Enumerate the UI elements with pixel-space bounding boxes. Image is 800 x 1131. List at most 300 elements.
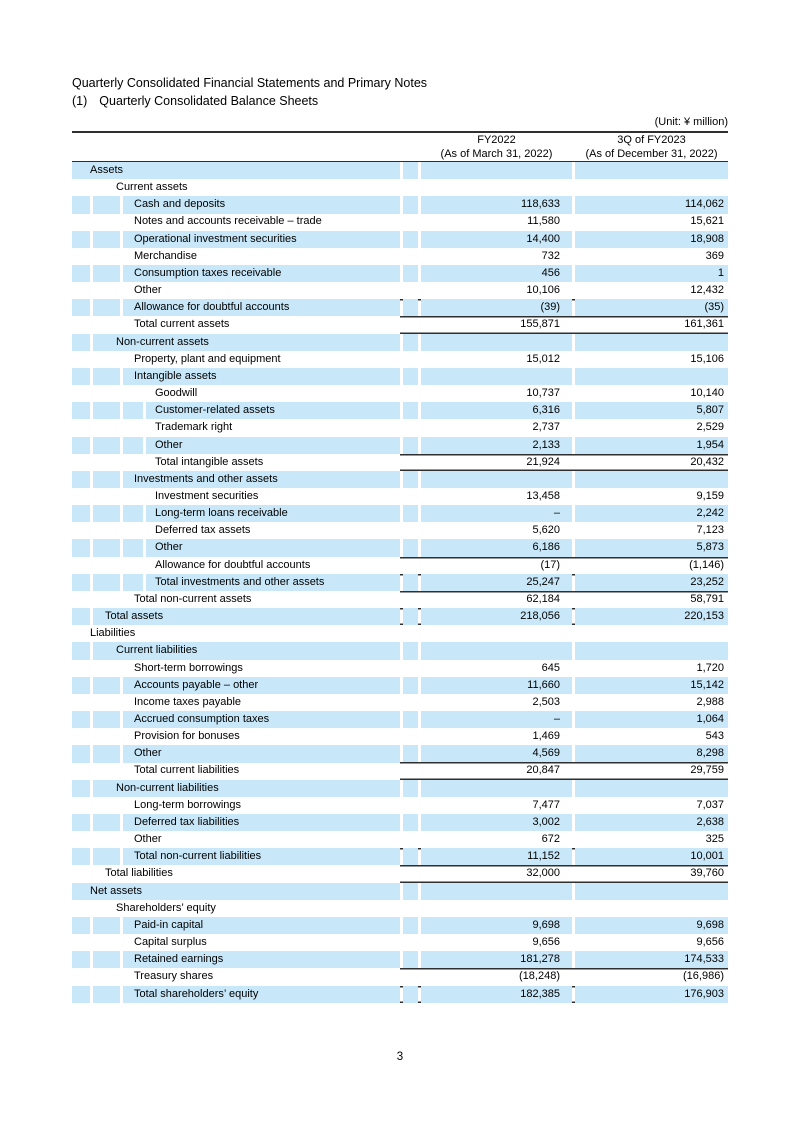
- indent-divider: [120, 454, 123, 471]
- indent-divider: [120, 711, 123, 728]
- row-label: Total non-current liabilities: [134, 850, 262, 863]
- value-3q-fy2023: 2,638: [575, 814, 728, 831]
- row-label: Total current assets: [134, 318, 230, 331]
- indent-divider: [90, 608, 93, 625]
- row-label-cell: [72, 522, 400, 539]
- value-fy2022: 3,002: [421, 814, 572, 831]
- table-row: [72, 368, 728, 385]
- row-values: [400, 282, 728, 299]
- indent-divider: [120, 419, 123, 436]
- spacer-cell: [403, 162, 418, 179]
- indent-divider: [120, 968, 123, 985]
- spacer-cell: [403, 316, 418, 333]
- value-fy2022: 10,106: [526, 284, 560, 297]
- indent-divider: [120, 848, 123, 865]
- row-values: [400, 883, 728, 900]
- table-row: [72, 539, 728, 556]
- value-3q-fy2023: 12,432: [690, 284, 724, 297]
- spacer-cell: [403, 986, 418, 1003]
- indent-divider: [90, 934, 93, 951]
- table-row: [72, 917, 728, 934]
- value-3q-fy2023: [575, 471, 728, 488]
- spacer-cell: [403, 402, 418, 419]
- table-row: [72, 248, 728, 265]
- table-row: [72, 213, 728, 230]
- table-row: [72, 865, 728, 882]
- spacer-cell: [403, 368, 418, 385]
- value-3q-fy2023: 1: [575, 265, 728, 282]
- row-label: Intangible assets: [134, 369, 217, 382]
- spacer-cell: [403, 248, 418, 265]
- row-label-cell: [72, 265, 400, 282]
- table-row: [72, 848, 728, 865]
- indent-divider: [90, 419, 93, 436]
- value-3q-fy2023: 18,908: [575, 231, 728, 248]
- row-values: [400, 316, 728, 333]
- row-label-cell: [72, 334, 400, 351]
- row-values: [400, 488, 728, 505]
- value-fy2022: 9,656: [532, 936, 560, 949]
- spacer-cell: [403, 677, 418, 694]
- spacer-cell: [403, 282, 418, 299]
- row-label: Current assets: [116, 181, 188, 194]
- spacer-cell: [403, 831, 418, 848]
- table-row: [72, 762, 728, 779]
- table-row: [72, 780, 728, 797]
- spacer-cell: [403, 865, 418, 882]
- row-values: [400, 265, 728, 282]
- value-3q-fy2023: 161,361: [684, 318, 724, 331]
- indent-divider: [90, 814, 93, 831]
- row-values: [400, 522, 728, 539]
- indent-divider: [120, 265, 123, 282]
- indent-divider: [90, 917, 93, 934]
- indent-divider: [120, 745, 123, 762]
- indent-divider: [90, 745, 93, 762]
- indent-divider: [120, 488, 123, 505]
- spacer-cell: [403, 437, 418, 454]
- row-values: [400, 471, 728, 488]
- row-values: [400, 865, 728, 882]
- value-3q-fy2023: [575, 900, 728, 917]
- indent-divider: [120, 797, 123, 814]
- row-label: Paid-in capital: [134, 918, 204, 931]
- table-row: [72, 351, 728, 368]
- row-values: [400, 385, 728, 402]
- row-label: Other: [155, 438, 183, 451]
- row-label: Provision for bonuses: [134, 730, 240, 743]
- row-values: [400, 986, 728, 1003]
- indent-divider: [90, 402, 93, 419]
- row-values: [400, 454, 728, 471]
- row-label: Non-current assets: [116, 335, 209, 348]
- table-row: [72, 299, 728, 316]
- row-label-cell: [72, 591, 400, 608]
- row-label-cell: [72, 865, 400, 882]
- row-label-cell: [72, 986, 400, 1003]
- table-row: [72, 488, 728, 505]
- value-3q-fy2023: 15,142: [575, 677, 728, 694]
- value-3q-fy2023: 10,001: [575, 848, 728, 865]
- spacer-cell: [403, 797, 418, 814]
- indent-divider: [120, 934, 123, 951]
- row-label-cell: [72, 282, 400, 299]
- value-3q-fy2023: (16,986): [683, 970, 724, 983]
- value-3q-fy2023: 2,242: [575, 505, 728, 522]
- row-values: [400, 213, 728, 230]
- indent-divider: [143, 539, 146, 556]
- table-row: [72, 419, 728, 436]
- spacer-cell: [403, 231, 418, 248]
- table-row: [72, 951, 728, 968]
- indent-divider: [143, 419, 146, 436]
- value-fy2022: 5,620: [532, 524, 560, 537]
- row-label-cell: [72, 900, 400, 917]
- spacer-cell: [403, 574, 418, 591]
- indent-divider: [90, 368, 93, 385]
- row-label: Allowance for doubtful accounts: [134, 301, 290, 314]
- table-row: [72, 282, 728, 299]
- row-label: Treasury shares: [134, 970, 214, 983]
- indent-divider: [90, 986, 93, 1003]
- table-row: [72, 728, 728, 745]
- value-fy2022: 10,737: [526, 387, 560, 400]
- indent-divider: [120, 213, 123, 230]
- row-label-cell: [72, 797, 400, 814]
- value-3q-fy2023: [575, 625, 728, 642]
- row-label: Long-term borrowings: [134, 798, 241, 811]
- column-sublabel: (As of March 31, 2022): [440, 147, 553, 160]
- indent-divider: [90, 437, 93, 454]
- row-label: Current liabilities: [116, 644, 198, 657]
- indent-divider: [90, 848, 93, 865]
- value-3q-fy2023: [575, 642, 728, 659]
- table-row: [72, 505, 728, 522]
- row-values: [400, 780, 728, 797]
- table-header-row: [72, 133, 728, 162]
- value-fy2022: 645: [541, 661, 560, 674]
- indent-divider: [143, 385, 146, 402]
- indent-divider: [90, 591, 93, 608]
- column-label: FY2022: [477, 134, 516, 146]
- value-fy2022: 11,660: [421, 677, 572, 694]
- value-3q-fy2023: 20,432: [690, 455, 724, 468]
- table-row: [72, 608, 728, 625]
- table-row: [72, 831, 728, 848]
- indent-divider: [120, 522, 123, 539]
- indent-divider: [120, 677, 123, 694]
- indent-divider: [120, 368, 123, 385]
- row-values: [400, 968, 728, 985]
- spacer-cell: [403, 179, 418, 196]
- indent-divider: [120, 351, 123, 368]
- table-row: [72, 402, 728, 419]
- indent-divider: [143, 454, 146, 471]
- value-3q-fy2023: 1,720: [696, 661, 724, 674]
- row-label: Total shareholders’ equity: [134, 987, 259, 1000]
- value-fy2022: [421, 334, 572, 351]
- indent-divider: [120, 762, 123, 779]
- table-row: [72, 265, 728, 282]
- row-label-cell: [72, 728, 400, 745]
- value-fy2022: 218,056: [421, 608, 572, 625]
- indent-divider: [120, 557, 123, 574]
- row-label-cell: [72, 677, 400, 694]
- value-3q-fy2023: [575, 162, 728, 179]
- indent-divider: [90, 316, 93, 333]
- table-row: [72, 934, 728, 951]
- table-row: [72, 642, 728, 659]
- indent-divider: [120, 917, 123, 934]
- value-fy2022: (18,248): [519, 970, 560, 983]
- page-number: 3: [396, 1051, 404, 1063]
- table-row: [72, 454, 728, 471]
- row-values: [400, 951, 728, 968]
- indent-divider: [90, 711, 93, 728]
- indent-divider: [143, 522, 146, 539]
- value-fy2022: 11,152: [421, 848, 572, 865]
- value-3q-fy2023: 5,873: [575, 539, 728, 556]
- row-label: Total intangible assets: [155, 455, 264, 468]
- row-label-cell: [72, 454, 400, 471]
- value-3q-fy2023: [575, 368, 728, 385]
- row-label: Trademark right: [155, 421, 233, 434]
- row-label-cell: [72, 505, 400, 522]
- indent-divider: [120, 282, 123, 299]
- value-fy2022: [421, 625, 572, 642]
- spacer-cell: [403, 745, 418, 762]
- spacer-cell: [403, 488, 418, 505]
- spacer-cell: [403, 471, 418, 488]
- row-label-cell: [72, 660, 400, 677]
- row-label: Accounts payable – other: [134, 678, 259, 691]
- row-values: [400, 437, 728, 454]
- row-label-cell: [72, 402, 400, 419]
- value-fy2022: 2,503: [532, 695, 560, 708]
- indent-divider: [120, 196, 123, 213]
- row-label-cell: [72, 213, 400, 230]
- value-3q-fy2023: 8,298: [575, 745, 728, 762]
- row-label-cell: [72, 316, 400, 333]
- row-values: [400, 728, 728, 745]
- value-3q-fy2023: [575, 883, 728, 900]
- value-3q-fy2023: 9,698: [575, 917, 728, 934]
- value-3q-fy2023: 543: [705, 730, 724, 743]
- value-fy2022: –: [421, 711, 572, 728]
- row-label-cell: [72, 883, 400, 900]
- indent-divider: [120, 694, 123, 711]
- row-label: Investment securities: [155, 489, 259, 502]
- row-label: Merchandise: [134, 249, 197, 262]
- indent-divider: [90, 951, 93, 968]
- spacer-cell: [403, 419, 418, 436]
- row-label: Other: [134, 284, 162, 297]
- indent-divider: [120, 951, 123, 968]
- indent-divider: [90, 797, 93, 814]
- indent-divider: [90, 522, 93, 539]
- row-label: Long-term loans receivable: [155, 507, 288, 520]
- spacer-cell: [403, 848, 418, 865]
- row-label: Short-term borrowings: [134, 661, 243, 674]
- indent-divider: [120, 986, 123, 1003]
- row-label-cell: [72, 539, 400, 556]
- indent-divider: [143, 505, 146, 522]
- indent-divider: [120, 539, 123, 556]
- indent-divider: [90, 248, 93, 265]
- table-row: [72, 437, 728, 454]
- indent-divider: [90, 454, 93, 471]
- row-values: [400, 419, 728, 436]
- spacer-cell: [403, 900, 418, 917]
- value-fy2022: (17): [540, 558, 560, 571]
- section-title: Quarterly Consolidated Balance Sheets: [99, 94, 319, 108]
- indent-divider: [143, 402, 146, 419]
- value-fy2022: 32,000: [526, 867, 560, 880]
- row-values: [400, 351, 728, 368]
- table-row: [72, 814, 728, 831]
- indent-divider: [120, 437, 123, 454]
- value-3q-fy2023: (35): [575, 299, 728, 316]
- spacer-cell: [403, 711, 418, 728]
- indent-divider: [90, 677, 93, 694]
- row-label-cell: [72, 780, 400, 797]
- indent-divider: [90, 196, 93, 213]
- value-fy2022: 20,847: [526, 764, 560, 777]
- value-fy2022: 21,924: [526, 455, 560, 468]
- row-label-cell: [72, 368, 400, 385]
- row-values: [400, 368, 728, 385]
- indent-divider: [120, 248, 123, 265]
- row-label: Total current liabilities: [134, 764, 240, 777]
- row-label-cell: [72, 557, 400, 574]
- row-values: [400, 848, 728, 865]
- row-label-cell: [72, 437, 400, 454]
- table-row: [72, 711, 728, 728]
- value-fy2022: 4,569: [421, 745, 572, 762]
- indent-divider: [90, 762, 93, 779]
- indent-divider: [90, 642, 93, 659]
- spacer-cell: [403, 883, 418, 900]
- table-row: [72, 883, 728, 900]
- value-fy2022: (39): [421, 299, 572, 316]
- indent-divider: [143, 557, 146, 574]
- row-values: [400, 934, 728, 951]
- value-3q-fy2023: 176,903: [575, 986, 728, 1003]
- indent-divider: [90, 574, 93, 591]
- value-fy2022: 14,400: [421, 231, 572, 248]
- table-row: [72, 471, 728, 488]
- spacer-cell: [403, 505, 418, 522]
- row-values: [400, 299, 728, 316]
- indent-divider: [90, 179, 93, 196]
- row-label: Income taxes payable: [134, 695, 242, 708]
- column-label: 3Q of FY2023: [617, 134, 686, 146]
- indent-divider: [120, 385, 123, 402]
- indent-divider: [90, 505, 93, 522]
- row-values: [400, 917, 728, 934]
- value-3q-fy2023: 9,656: [696, 936, 724, 949]
- row-label-cell: [72, 179, 400, 196]
- value-fy2022: [421, 179, 572, 196]
- section-heading: [72, 94, 318, 109]
- spacer-cell: [403, 728, 418, 745]
- row-label-cell: [72, 196, 400, 213]
- value-3q-fy2023: 58,791: [690, 592, 724, 605]
- row-label: Other: [155, 541, 183, 554]
- spacer-cell: [403, 968, 418, 985]
- spacer-cell: [403, 385, 418, 402]
- indent-divider: [120, 831, 123, 848]
- spacer-cell: [403, 814, 418, 831]
- row-values: [400, 179, 728, 196]
- value-3q-fy2023: 15,106: [690, 352, 724, 365]
- header-spacer: [72, 134, 421, 161]
- indent-divider: [90, 385, 93, 402]
- row-label: Goodwill: [155, 387, 198, 400]
- row-label-cell: [72, 917, 400, 934]
- spacer-cell: [403, 334, 418, 351]
- row-values: [400, 900, 728, 917]
- row-values: [400, 660, 728, 677]
- indent-divider: [90, 900, 93, 917]
- indent-divider: [143, 437, 146, 454]
- row-label: Non-current liabilities: [116, 781, 219, 794]
- row-label: Total assets: [105, 610, 164, 623]
- row-label-cell: [72, 608, 400, 625]
- spacer-cell: [403, 917, 418, 934]
- spacer-cell: [403, 625, 418, 642]
- spacer-cell: [403, 522, 418, 539]
- spacer-cell: [403, 762, 418, 779]
- row-label: Property, plant and equipment: [134, 352, 281, 365]
- row-label: Liabilities: [90, 627, 136, 640]
- row-label: Other: [134, 833, 162, 846]
- row-label-cell: [72, 248, 400, 265]
- row-label-cell: [72, 848, 400, 865]
- balance-sheet-table: [72, 131, 728, 1003]
- value-fy2022: 118,633: [421, 196, 572, 213]
- value-3q-fy2023: 7,037: [696, 798, 724, 811]
- row-values: [400, 196, 728, 213]
- row-values: [400, 694, 728, 711]
- indent-divider: [90, 213, 93, 230]
- value-fy2022: [421, 368, 572, 385]
- row-values: [400, 745, 728, 762]
- value-3q-fy2023: 39,760: [690, 867, 724, 880]
- row-values: [400, 677, 728, 694]
- row-values: [400, 539, 728, 556]
- value-3q-fy2023: 114,062: [575, 196, 728, 213]
- value-fy2022: [421, 471, 572, 488]
- indent-divider: [143, 488, 146, 505]
- row-label-cell: [72, 625, 400, 642]
- row-label: Customer-related assets: [155, 404, 275, 417]
- value-fy2022: [421, 900, 572, 917]
- indent-divider: [90, 865, 93, 882]
- table-row: [72, 677, 728, 694]
- value-fy2022: 155,871: [520, 318, 560, 331]
- row-values: [400, 762, 728, 779]
- row-label-cell: [72, 385, 400, 402]
- indent-divider: [120, 299, 123, 316]
- indent-divider: [120, 471, 123, 488]
- value-fy2022: [421, 642, 572, 659]
- indent-divider: [90, 728, 93, 745]
- indent-divider: [90, 299, 93, 316]
- indent-divider: [90, 265, 93, 282]
- value-fy2022: 6,316: [421, 402, 572, 419]
- section-number: (1): [72, 94, 88, 108]
